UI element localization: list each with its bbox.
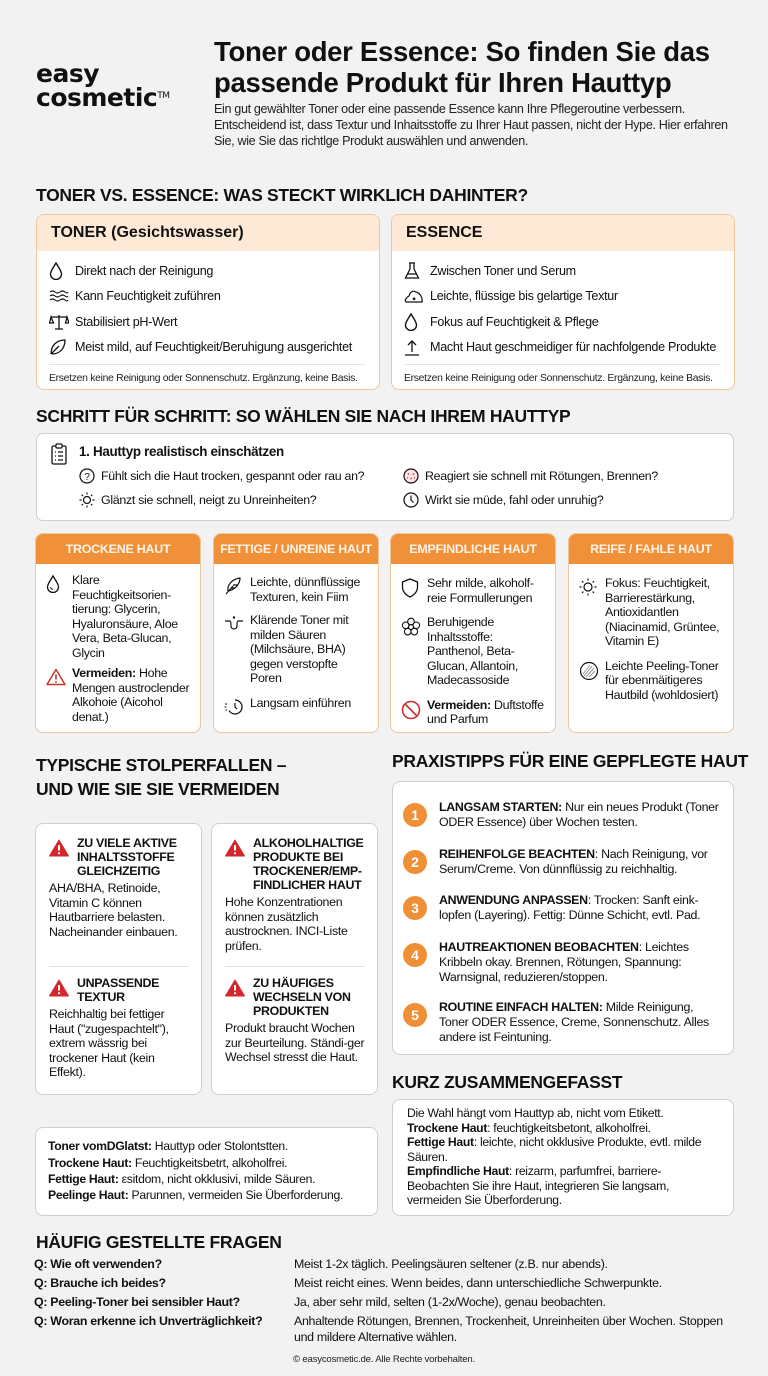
quick-line: Peelinge Haut: Parunnen, vermeiden Sie Überforderung. — [48, 1188, 344, 1202]
irritated-face-icon — [403, 468, 425, 484]
droplet-icon — [49, 262, 75, 280]
skin-item: Sehr milde, alkoholf-reie Formullerungen — [391, 576, 555, 605]
tip-item: 2 REIHENFOLGE BEACHTEN: Nach Reinigung, vor Serum/Creme. Von dünnflüssig zu reichhaltig. — [403, 847, 725, 877]
page-title: Toner oder Essence: So finden Sie das passende Produkt für Ihren Hauttyp — [214, 36, 710, 98]
skin-card-title: REIFE / FAHLE HAUT — [569, 534, 733, 564]
quick-line: Fettige Haut: εsitdom, nicht okklusivi, milde Säuren. — [48, 1172, 316, 1186]
essence-item: Fokus auf Feuchtigkeit & Pflege — [404, 309, 734, 335]
step-question: Reagiert sie schnell mit Rötungen, Brennen? — [403, 468, 658, 484]
tips-box — [392, 781, 734, 1055]
toner-card — [36, 214, 380, 390]
step-1-title: 1. Hauttyp realistisch einschätzen — [79, 444, 284, 459]
skin-item: Fokus: Feuchtigkeit, Barrierestärkung, Antioxidantlen (Niacinamid, Grüntee, Vitamin E) — [569, 576, 733, 649]
quick-line: Toner vomDGlatst: Hauttyp oder Stolontstten. — [48, 1139, 288, 1153]
pitfall-card — [35, 823, 202, 1095]
tip-item: 1 LANGSAM STARTEN: Nur ein neues Produkt (Toner ODER Essence) über Wochen testen. — [403, 800, 725, 830]
tip-item: 3 ANWENDUNG ANPASSEN: Trocken: Sanft eink-lopfen (Layering). Fettig: Dünne Schicht, evtl. Pad. — [403, 893, 725, 923]
timer-icon — [224, 696, 250, 716]
faq-answer: Meist 1-2x täglich. Peelingsäuren seltener (z.B. nur abends). — [294, 1257, 608, 1271]
skin-card-sensitive — [390, 533, 556, 733]
summary-line: Trockene Haut: feuchtigkeitsbetont, alkoholfrei. — [407, 1120, 651, 1135]
skin-item-avoid: Vermeiden: Hohe Mengen austroclender Alkohoie (Aicohol denat.) — [36, 666, 200, 724]
summary-line: Fettige Haut: leichte, nicht okklusive Produkte, evtl. milde Säuren. — [407, 1135, 702, 1164]
toner-card-title: TONER (Gesichtswasser) — [37, 215, 379, 251]
step-question: Wirkt sie müde, fahl oder unruhig? — [403, 492, 604, 508]
toner-item: Stabilisiert pH-Wert — [49, 309, 379, 335]
skin-card-title: EMPFINDLICHE HAUT — [391, 534, 555, 564]
toner-item: Meist mild, auf Feuchtigkeit/Beruhigung ausgerichtet — [49, 335, 379, 361]
essence-card-title: ESSENCE — [392, 215, 734, 251]
gel-blob-icon — [404, 288, 430, 304]
skin-item: Beruhigende Inhaltsstoffe: Panthenol, Beta-Glucan, Allantoin, Madecassoside — [391, 615, 555, 688]
faq-answer: Ja, aber sehr mild, selten (1-2x/Woche), genau beobachten. — [294, 1295, 606, 1309]
flask-icon — [404, 262, 430, 280]
skin-item: Klare Feuchtigkeitsorien-tierung: Glycerin, Hyaluronsäure, Aloe Vera, Beta-Glucan, Glycin — [36, 573, 200, 660]
quick-summary-box — [35, 1127, 378, 1216]
toner-footnote: Ersetzen keine Reinigung oder Sonnenschutz. Ergänzung, keine Basis. — [49, 364, 365, 384]
faq-question: Q: Brauche ich beides? — [34, 1276, 166, 1290]
skin-card-oily — [213, 533, 379, 733]
skin-item-avoid: Vermeiden: Duftstoffe und Parfum — [391, 698, 555, 727]
svg-text:?: ? — [84, 472, 90, 483]
sun-icon — [579, 576, 605, 649]
divider — [49, 966, 189, 967]
pitfall-card — [211, 823, 378, 1095]
tip-number-badge: 3 — [403, 896, 427, 920]
toner-item: Direkt nach der Reinigung — [49, 258, 379, 284]
summary-line: Empfindliche Haut: reizarm, parfumfrei, barriere- — [407, 1164, 662, 1178]
shield-icon — [401, 576, 427, 605]
essence-footnote: Ersetzen keine Reinigung oder Sonnenschutz. Ergänzung, keine Basis. — [404, 364, 720, 384]
logo-line-1: easy — [36, 59, 100, 88]
question-icon — [79, 468, 101, 484]
peeling-disc-icon — [579, 659, 605, 703]
warning-icon — [49, 976, 77, 997]
droplet-icon — [46, 573, 72, 660]
faq-question: Q: Wie oft verwenden? — [34, 1257, 162, 1271]
clipboard-icon — [51, 443, 67, 465]
brand-logo — [36, 59, 170, 112]
warning-icon — [46, 666, 72, 724]
copyright-footer: © easycosmetic.de. Alle Rechte vorbehalten. — [293, 1354, 475, 1365]
prohibited-icon — [401, 698, 427, 727]
quick-line: Trockene Haut: Feuchtigkeitsbetrt, alkoholfrei. — [48, 1156, 288, 1170]
waves-icon — [49, 290, 75, 302]
faq-question: Q: Woran erkenne ich Unverträglichkeit? — [34, 1314, 263, 1328]
warning-icon — [225, 976, 253, 997]
flower-icon — [401, 615, 427, 688]
faq-answer: Anhaltende Rötungen, Brennen, Trockenheit, Unreinheiten über Wochen. Stoppen und mildere Alternative wählen. — [294, 1314, 723, 1344]
faq-question: Q: Peeling-Toner bei sensibler Haut? — [34, 1295, 240, 1309]
tip-number-badge: 4 — [403, 943, 427, 967]
clock-icon — [403, 492, 425, 508]
pitfall-item: ALKOHOLHALTIGE PRODUKTE BEI TROCKENER/EMP-FINDLICHER HAUT Hohe Konzentrationen können zusätzlich austrocknen. INCI-Liste prüfen. — [225, 836, 364, 953]
summary-box — [392, 1099, 734, 1216]
skin-card-dry — [35, 533, 201, 733]
faq-heading: HÄUFIG GESTELLTE FRAGEN — [36, 1232, 282, 1252]
skin-item: Langsam einführen — [214, 696, 378, 716]
tip-item: 5 ROUTINE EINFACH HALTEN: Milde Reinigung, Toner ODER Essence, Creme, Sonnenschutz. Alles andere ist Feintuning. — [403, 1000, 725, 1045]
tip-number-badge: 5 — [403, 1003, 427, 1027]
essence-item: Zwischen Toner und Serum — [404, 258, 734, 284]
logo-line-2: cosmetic™ — [36, 83, 170, 112]
faq-answer: Meist reicht eines. Wenn beides, dann unterschiedliche Schwerpunkte. — [294, 1276, 662, 1290]
tip-number-badge: 1 — [403, 803, 427, 827]
pore-icon — [224, 613, 250, 686]
sun-icon — [79, 492, 101, 508]
pitfall-item: ZU VIELE AKTIVE INHALTSSTOFFE GLEICHZEITIG AHA/BHA, Retinoide, Vitamin C können Hautbarriere belasten. Nacheinander einbauen. — [49, 836, 178, 939]
pitfall-item: ZU HÄUFIGES WECHSELN VON PRODUKTEN Produkt braucht Wochen zur Beurteilung. Ständi-ger Wechsel stresst die Haut. — [225, 976, 365, 1064]
steps-heading: SCHRITT FÜR SCHRITT: SO WÄHLEN SIE NACH IHREM HAUTTYP — [36, 406, 571, 426]
warning-icon — [225, 836, 253, 857]
summary-heading: KURZ ZUSAMMENGEFASST — [392, 1072, 623, 1092]
pitfalls-heading: TYPISCHE STOLPERFALLEN – UND WIE SIE SIE VERMEIDEN — [36, 755, 287, 799]
compare-heading: TONER VS. ESSENCE: WAS STECKT WIRKLICH DAHINTER? — [36, 185, 528, 205]
skin-card-mature — [568, 533, 734, 733]
toner-item: Kann Feuchtigkeit zuführen — [49, 284, 379, 310]
tips-heading: PRAXISTIPPS FÜR EINE GEPFLEGTE HAUT — [392, 751, 749, 771]
summary-intro: Die Wahl hängt vom Hauttyp ab, nicht vom Etikett. — [407, 1106, 664, 1120]
essence-item: Leichte, flüssige bis gelartige Textur — [404, 284, 734, 310]
skin-card-title: FETTIGE / UNREINE HAUT — [214, 534, 378, 564]
divider — [225, 966, 365, 967]
scale-icon — [49, 314, 75, 330]
skin-item: Leichte Peeling-Toner für ebenmäitigeres Hautbild (wohldosiert) — [569, 659, 733, 703]
arrow-up-icon — [404, 338, 430, 356]
step-question: ? Fühlt sich die Haut trocken, gespannt oder rau an? — [79, 468, 364, 484]
skin-card-title: TROCKENE HAUT — [36, 534, 200, 564]
skin-item: Leichte, dünnflüssige Texturen, kein Fiim — [214, 575, 378, 604]
trademark: TM — [157, 91, 170, 101]
feather-icon — [224, 575, 250, 604]
essence-item: Macht Haut geschmeidiger für nachfolgende Produkte — [404, 335, 734, 361]
essence-card — [391, 214, 735, 390]
tip-number-badge: 2 — [403, 850, 427, 874]
skin-item: Klärende Toner mit milden Säuren (Milchsäure, BHA) gegen verstopfte Poren — [214, 613, 378, 686]
step-box — [36, 433, 734, 521]
step-question: Glänzt sie schnell, neigt zu Unreinheiten? — [79, 492, 316, 508]
intro-text: Ein gut gewählter Toner oder eine passende Essence kann Ihre Pflegeroutine verbessern. Entscheidend ist, dass Textur und Inhaitsstoffe zu Ihrer Haut passen, nicht der Hype. Hier erfahren Sie, wie Sie das richtlge Produkt auswählen und anwenden. — [214, 102, 728, 148]
warning-icon — [49, 836, 77, 857]
pitfall-item: UNPASSENDE TEXTUR Reichhaltig bei fettiger Haut ("zugespachtelt"), extrem wässrig bei trockener Haut (kein Effekt). — [49, 976, 169, 1079]
tip-item: 4 HAUTREAKTIONEN BEOBACHTEN: Leichtes Kribbeln okay. Brennen, Rötungen, Spannung: Warnsignal, reduzieren/stoppen. — [403, 940, 725, 985]
droplet-icon — [404, 313, 430, 331]
leaf-icon — [49, 338, 75, 356]
summary-closing: Beobachten Sie ihre Haut, integrieren Sie langsam, vermeiden Sie Überforderung. — [407, 1178, 670, 1207]
